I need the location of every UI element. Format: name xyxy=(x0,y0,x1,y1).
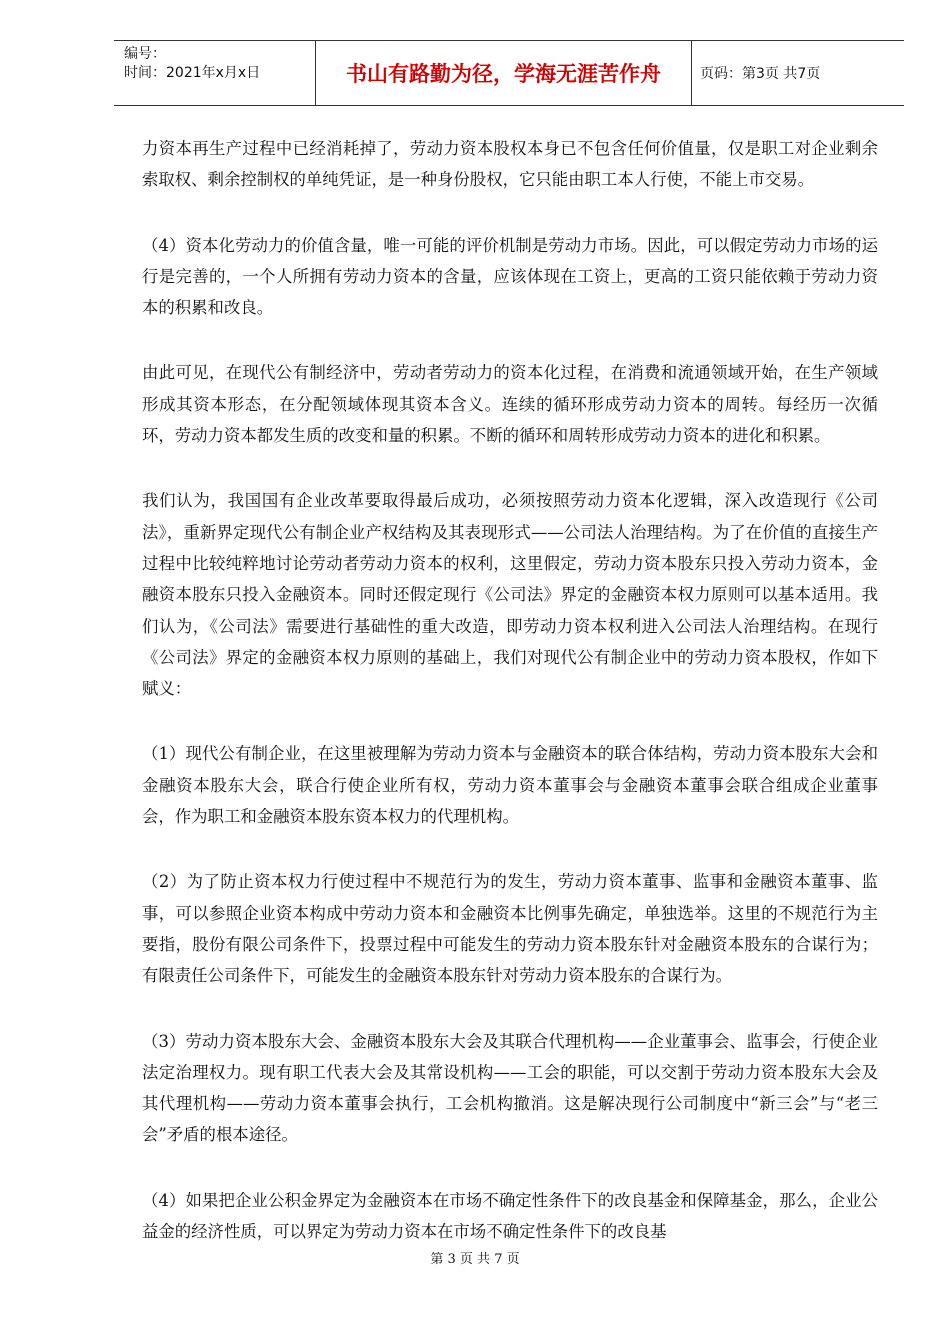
paragraph: 由此可见，在现代公有制经济中，劳动者劳动力的资本化过程，在消费和流通领域开始，在生产领域形成其资本形态，在分配领域体现其资本含义。连续的循环形成劳动力资本的周转。每经历一次循环，劳动力资本都发生质的改变和量的积累。不断的循环和周转形成劳动力资本的进化和积累。 xyxy=(142,363,878,446)
header-motto: 书山有路勤为径，学海无涯苦作舟 xyxy=(316,41,692,105)
serial-label: 编号： xyxy=(124,46,166,62)
time-label: 时间：2021年x月x日 xyxy=(124,65,261,81)
page-header xyxy=(114,40,904,106)
document-body xyxy=(142,133,878,1281)
paragraph: （2）为了防止资本权力行使过程中不规范行为的发生，劳动力资本董事、监事和金融资本董事、监事，可以参照企业资本构成中劳动力资本和金融资本比例事先确定，单独选举。这里的不规范行为主要指，股份有限公司条件下，投票过程中可能发生的劳动力资本股东针对金融资本股东的合谋行为；有限责任公司条件下，可能发生的金融资本股东针对劳动力资本股东的合谋行为。 xyxy=(142,872,878,986)
paragraph: （4）资本化劳动力的价值含量，唯一可能的评价机制是劳动力市场。因此，可以假定劳动力市场的运行是完善的，一个人所拥有劳动力资本的含量，应该体现在工资上，更高的工资只能依赖于劳动力资本的积累和改良。 xyxy=(142,235,878,318)
paragraph: （3）劳动力资本股东大会、金融资本股东大会及其联合代理机构——企业董事会、监事会，行使企业法定治理权力。现有职工代表大会及其常设机构——工会的职能，可以交割于劳动力资本股东大会及其代理机构——劳动力资本董事会执行，工会机构撤消。这是解决现行公司制度中“新三会”与“老三会”矛盾的根本途径。 xyxy=(142,1031,878,1145)
page-footer: 第 3 页 共 7 页 xyxy=(430,1252,520,1267)
header-meta xyxy=(114,41,316,105)
paragraph: （4）如果把企业公积金界定为金融资本在市场不确定性条件下的改良基金和保障基金，那么，企业公益金的经济性质，可以界定为劳动力资本在市场不确定性条件下的改良基 xyxy=(142,1190,878,1242)
paragraph: 力资本再生产过程中已经消耗掉了，劳动力资本股权本身已不包含任何价值量，仅是职工对企业剩余索取权、剩余控制权的单纯凭证，是一种身份股权，它只能由职工本人行使，不能上市交易。 xyxy=(142,139,878,190)
paragraph: 我们认为，我国国有企业改革要取得最后成功，必须按照劳动力资本化逻辑，深入改造现行《公司法》，重新界定现代公有制企业产权结构及其表现形式——公司法人治理结构。为了在价值的直接生产过程中比较纯粹地讨论劳动者劳动力资本的权利，这里假定，劳动力资本股东只投入劳动力资本，金融资本股东只投入金融资本。同时还假定现行《公司法》界定的金融资本权力原则可以基本适用。我们认为，《公司法》需要进行基础性的重大改造，即劳动力资本权利进入公司法人治理结构。在现行《公司法》界定的金融资本权力原则的基础上，我们对现代公有制企业中的劳动力资本股权，作如下赋义： xyxy=(142,491,878,699)
paragraph: （1）现代公有制企业，在这里被理解为劳动力资本与金融资本的联合体结构，劳动力资本股东大会和金融资本股东大会，联合行使企业所有权，劳动力资本董事会与金融资本董事会联合组成企业董事会，作为职工和金融资本股东资本权力的代理机构。 xyxy=(142,744,878,827)
header-page-info: 页码：第3页 共7页 xyxy=(700,66,821,82)
